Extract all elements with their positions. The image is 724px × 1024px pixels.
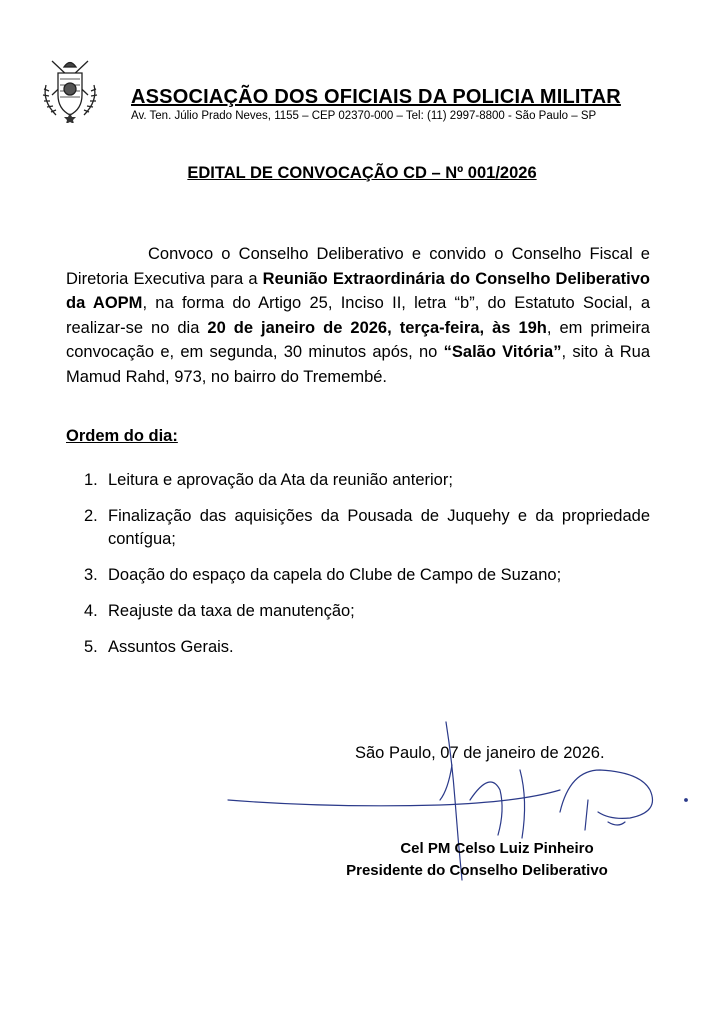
agenda-list bbox=[84, 469, 650, 672]
date-location-line: São Paulo, 07 de janeiro de 2026. bbox=[355, 744, 605, 762]
agenda-heading: Ordem do dia: bbox=[66, 427, 178, 445]
body-text-3: , em primeira convocação e, em segunda, 30 minutos após, no bbox=[66, 318, 650, 361]
signatory-name: Cel PM Celso Luiz Pinheiro bbox=[400, 840, 594, 857]
body-text-2: , na forma do Artigo 25, Inciso II, letra “b”, do Estatuto Social, a realizar-se no dia bbox=[66, 294, 650, 337]
agenda-item-number: 3. bbox=[84, 566, 98, 584]
agenda-item bbox=[84, 505, 650, 551]
signatory-title: Presidente do Conselho Deliberativo bbox=[346, 862, 608, 879]
convocation-paragraph bbox=[66, 242, 650, 389]
agenda-item-text: Reajuste da taxa de manutenção; bbox=[108, 602, 355, 620]
organization-name: ASSOCIAÇÃO DOS OFICIAIS DA POLICIA MILITAR bbox=[131, 86, 621, 108]
agenda-item-number: 4. bbox=[84, 602, 98, 620]
agenda-item bbox=[84, 600, 650, 623]
agenda-item bbox=[84, 564, 650, 587]
organization-address: Av. Ten. Júlio Prado Neves, 1155 – CEP 02370-000 – Tel: (11) 2997-8800 - São Paulo – SP bbox=[131, 110, 597, 122]
agenda-item-text: Assuntos Gerais. bbox=[108, 638, 234, 656]
agenda-item bbox=[84, 469, 650, 492]
body-bold-venue: “Salão Vitória” bbox=[443, 343, 562, 361]
body-text-1: Convoco o Conselho Deliberativo e convido o Conselho Fiscal e Diretoria Executiva para a bbox=[66, 245, 650, 288]
agenda-item-number: 1. bbox=[84, 471, 98, 489]
agenda-item bbox=[84, 636, 650, 659]
agenda-item-number: 5. bbox=[84, 638, 98, 656]
agenda-item-text: Doação do espaço da capela do Clube de Campo de Suzano; bbox=[108, 566, 562, 584]
body-text-4: , sito à Rua Mamud Rahd, 973, no bairro do Tremembé. bbox=[66, 343, 650, 386]
police-crest-icon bbox=[38, 55, 102, 123]
body-bold-meeting: Reunião Extraordinária do Conselho Deliberativo da AOPM bbox=[66, 269, 650, 312]
agenda-item-text: Leitura e aprovação da Ata da reunião anterior; bbox=[108, 471, 453, 489]
agenda-item-number: 2. bbox=[84, 507, 98, 525]
body-bold-date: 20 de janeiro de 2026, terça-feira, às 19h bbox=[207, 318, 547, 337]
document-title: EDITAL DE CONVOCAÇÃO CD – Nº 001/2026 bbox=[187, 164, 537, 182]
agenda-item-text: Finalização das aquisições da Pousada de Juquehy e da propriedade contígua; bbox=[108, 507, 650, 548]
